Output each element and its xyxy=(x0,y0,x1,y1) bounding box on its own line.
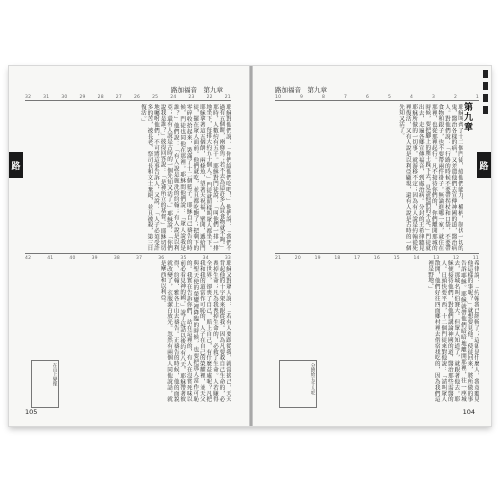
verse-number: 17 xyxy=(354,256,361,261)
verse-number: 22 xyxy=(206,95,213,100)
verse-number: 37 xyxy=(136,256,143,261)
verse-number: 31 xyxy=(43,95,50,100)
verse-number: 16 xyxy=(373,256,381,261)
verse-number: 14 xyxy=(413,256,420,261)
verse-number: 23 xyxy=(188,95,195,100)
right-upper-text-block: 耶穌叫齊了十二個門徒，給他們能力、權柄，制伏一切的鬼，醫治各樣的病，又差遣他們去宣傳神國的道，醫治病人。對他們說：「行路的時候不要帶拐杖和口袋，不要帶食物和銀子，也不要帶兩件褂子。無論進哪一家，就住在那裡，也從那裡起行。凡不接待你們的，你們離開那城的時候，要把腳上的塵土跺下去，見證他們的不是。」門徒就出去，走遍各鄉宣傳福音，到處治病。分封的王希律聽見耶穌所做的一切事，就游移不定；因為有人說是約翰從死裡復活，又有人說是以利亞顯現，還有人說是古時的一個先知又活了。 xyxy=(398,104,463,251)
left-running-head: 路加福音 第九章 xyxy=(171,86,223,94)
right-lower-text-block: 希律說：「約翰我已經斬了；這卻是什麼人，我竟聽見他這樣的事呢？」就想要見他。使徒回來，將所做的事告訴耶穌。耶穌就帶他們暗暗地離開那裡，往一座城去，那城名叫伯賽大。但眾人知道了，就跟著他去。耶穌便接待他們，對他們講論神國的道，醫治那些需醫的人。日頭快要平西，十二個門徒來對他說：「請叫眾人散開，他們好往四面鄉村裡去借宿找吃的，因為我們這裡是野地。」 xyxy=(427,260,479,402)
verse-number: 32 xyxy=(25,95,32,100)
thumb-index-marks xyxy=(483,70,489,118)
right-section-note: 分餅給五千人吃 xyxy=(279,360,317,408)
thumb-mark xyxy=(483,106,488,114)
left-upper-text-block: 耶穌對他們說：「你們給他們吃吧！」他們說：「我們不過有五個餅，兩條魚；若不去為這許多人買食物就不夠。」那時，人數約有五千。耶穌對門徒說：「叫他們一排一排地坐下，每排大約五十個人。」門徒就照樣叫眾人都坐下。耶穌拿著這五個餅，兩條魚，望著天祝福，擘開，遞給門徒，擺在眾人面前。他們就吃，並且都吃飽了；把剩下的零碎收拾起來，裝滿了十二個籃子。耶穌自己禱告的時候，門徒也同他在那裡。耶穌問他們說：「眾人說我是誰？」他們說：「有人說是施洗的約翰；有人說是以利亞；還有人說是古時的一個先知又活了。」耶穌說：「你們說我是誰？」彼得回答說：「是神所立的基督。」耶穌切切地囑咐他們，不可將這事告訴人，又說：「人子必須受許多的苦，被長老、祭司長和文士棄絕，並且被殺，第三日復活。」 xyxy=(139,104,231,251)
left-edge-tab: 路 xyxy=(9,152,23,178)
verse-number: 28 xyxy=(97,95,104,100)
verse-number: 10 xyxy=(275,95,282,100)
verse-number: 7 xyxy=(344,95,348,100)
thumb-mark xyxy=(483,70,488,78)
verse-number: 36 xyxy=(158,256,165,261)
thumb-mark xyxy=(483,94,488,102)
verse-number: 39 xyxy=(91,256,98,261)
right-top-rule xyxy=(275,100,479,101)
verse-number: 38 xyxy=(113,256,120,261)
verse-number: 9 xyxy=(300,95,304,100)
verse-number: 20 xyxy=(294,256,301,261)
verse-number: 33 xyxy=(224,256,231,261)
verse-number: 2 xyxy=(453,95,458,100)
verse-number: 15 xyxy=(393,256,400,261)
verse-number: 27 xyxy=(115,95,122,100)
verse-number: 30 xyxy=(61,95,68,100)
open-book xyxy=(9,66,491,426)
verse-number: 5 xyxy=(387,95,392,100)
verse-number: 12 xyxy=(453,256,460,261)
left-lower-text-block: 耶穌又對眾人說：「若有人要跟從我，就當捨己，天天背起他的十字架來跟從我。因為凡要救自己生命的，必喪掉生命；凡為我喪掉生命的，必救了生命。人若賺得全世界，卻喪了自己，賠上自己，有什麼益處呢？凡把我和我的道當作可恥的，人子在自己的榮耀裡，並天父與聖天使的榮耀裡降臨的時候，也要把那人當作可恥的。我實在告訴你們，站在這裡的，有人在沒嘗死味以前必看見神的國。」說了這話以後約有八天，耶穌帶著彼得、約翰、雅各上山去禱告。正禱告的時候，他的面貌就改變了，衣服潔白放光。忽然有兩個人同他說話，就是摩西和以利亞。 xyxy=(159,260,231,402)
verse-number: 8 xyxy=(322,95,326,100)
right-page xyxy=(253,66,491,426)
right-mid-rule xyxy=(275,253,479,254)
verse-number: 1 xyxy=(475,95,479,100)
verse-number: 21 xyxy=(224,95,231,100)
verse-number: 35 xyxy=(180,256,187,261)
right-running-head: 路加福音 第九章 xyxy=(275,86,327,94)
verse-number: 34 xyxy=(202,256,209,261)
left-page-number: 105 xyxy=(25,408,38,416)
right-edge-tab: 路 xyxy=(477,152,491,178)
left-page xyxy=(9,66,249,426)
verse-number: 6 xyxy=(366,95,370,100)
verse-number: 42 xyxy=(25,256,32,261)
verse-number: 18 xyxy=(334,256,341,261)
verse-number: 24 xyxy=(170,95,177,100)
verse-number: 40 xyxy=(69,256,76,261)
left-section-note: 在山上變像 xyxy=(31,360,59,408)
verse-number: 29 xyxy=(79,95,86,100)
verse-number: 21 xyxy=(275,256,282,261)
verse-number: 19 xyxy=(314,256,321,261)
chapter-title: 第九章 xyxy=(462,102,472,132)
verse-number: 4 xyxy=(409,95,414,100)
verse-number: 13 xyxy=(433,256,440,261)
verse-number: 25 xyxy=(152,95,159,100)
verse-number: 26 xyxy=(133,95,141,100)
left-top-rule xyxy=(25,100,231,101)
verse-number: 11 xyxy=(472,256,479,261)
thumb-mark xyxy=(483,82,488,90)
verse-number: 41 xyxy=(47,256,54,261)
right-page-number: 104 xyxy=(462,408,475,416)
verse-number: 3 xyxy=(431,95,436,100)
left-mid-rule xyxy=(25,253,231,254)
